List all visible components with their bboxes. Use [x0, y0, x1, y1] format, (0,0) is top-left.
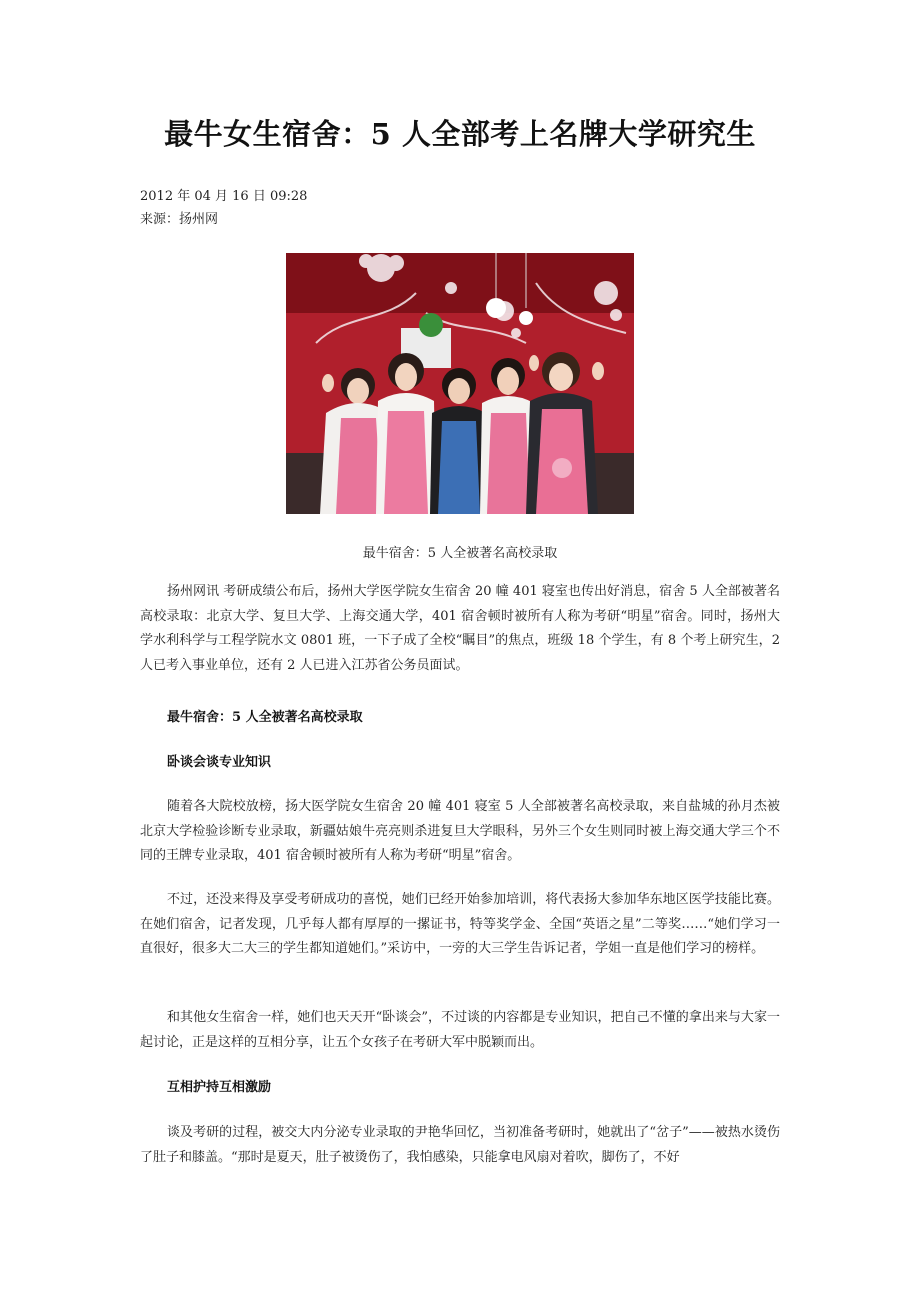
group-photo-illustration — [286, 253, 634, 514]
paragraph-training: 不过，还没来得及享受考研成功的喜悦，她们已经开始参加培训，将代表扬大参加华东地区医学技能比赛。在她们宿舍，记者发现，几乎每人都有厚厚的一摞证书，特等奖学金、全国“英语之星”二等奖……“她们学习一直很好，很多大二大三的学生都知道她们。”采访中，一旁的大三学生告诉记者，学姐一直是他们学习的榜样。 — [140, 892, 780, 956]
publish-date: 2012 年 04 月 16 日 09:28 — [140, 189, 308, 204]
article-photo — [286, 253, 634, 514]
photo-caption: 最牛宿舍：5 人全被著名高校录取 — [362, 546, 558, 561]
article-source: 来源：扬州网 — [140, 212, 219, 227]
subheading-mutual-support: 互相护持互相激励 — [167, 1080, 272, 1095]
paragraph-admissions: 随着各大院校放榜，扬大医学院女生宿舍 20 幢 401 寝室 5 人全部被著名高校录取，来自盐城的孙月杰被北京大学检验诊断专业录取，新疆姑娘牛亮亮则杀进复旦大学眼科，另外三个女生则同时被上海交通大学三个不同的王牌专业录取，401 宿舍顿时被所有人称为考研“明星”宿舍。 — [140, 799, 780, 863]
article-title: 最牛女生宿舍：5 人全部考上名牌大学研究生 — [164, 117, 756, 151]
subheading-dorm: 最牛宿舍：5 人全被著名高校录取 — [167, 710, 363, 725]
subheading-bedtime-talks: 卧谈会谈专业知识 — [167, 755, 272, 770]
paragraph-bedtime-talks: 和其他女生宿舍一样，她们也天天开“卧谈会”，不过谈的内容都是专业知识，把自己不懂的拿出来与大家一起讨论，正是这样的互相分享，让五个女孩子在考研大军中脱颖而出。 — [140, 1010, 780, 1050]
paragraph-exam-prep: 谈及考研的过程，被交大内分泌专业录取的尹艳华回忆，当初准备考研时，她就出了“岔子”——被热水烫伤了肚子和膝盖。“那时是夏天，肚子被烫伤了，我怕感染，只能拿电风扇对着吹，脚伤了，不好 — [140, 1125, 780, 1165]
paragraph-intro: 扬州网讯 考研成绩公布后，扬州大学医学院女生宿舍 20 幢 401 寝室也传出好消息，宿舍 5 人全部被著名高校录取：北京大学、复旦大学、上海交通大学，401 宿舍顿时被所有人称为考研“明星”宿舍。同时，扬州大学水利科学与工程学院水文 0801 班，一下子成了全校“瞩目”的焦点，班级 18 个学生，有 8 个考上研究生，2 人已考入事业单位，还有 2 人已进入江苏省公务员面试。 — [140, 584, 780, 673]
